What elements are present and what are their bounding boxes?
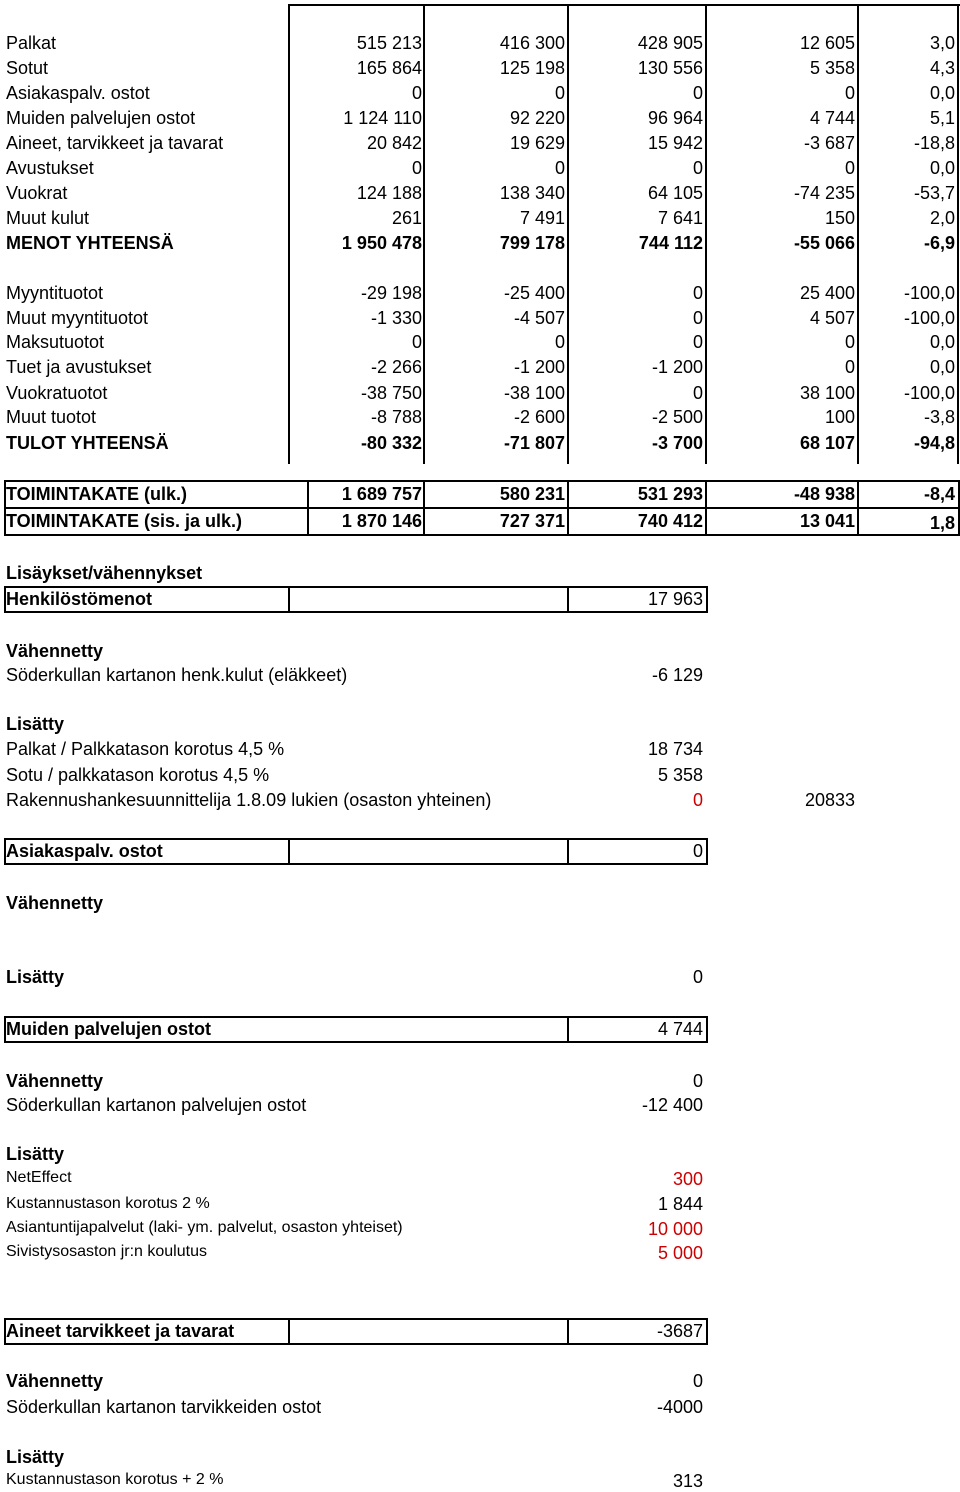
- asiakas-vahennetty: Vähennetty: [6, 893, 104, 913]
- cell: 25 400: [799, 283, 855, 303]
- aineet-l-item-label: Kustannustason korotus + 2 %: [6, 1471, 224, 1488]
- row-label: Vuokratuotot: [6, 383, 108, 403]
- cell: 0: [411, 332, 422, 352]
- henk-total: 17 963: [647, 589, 703, 609]
- muiden-l-item-value: 10 000: [647, 1219, 703, 1239]
- cell: -100,0: [903, 308, 955, 328]
- cell: -3 687: [803, 133, 855, 153]
- cell: 0,0: [929, 332, 955, 352]
- cell: 150: [824, 208, 855, 228]
- henk-vahennetty: Vähennetty: [6, 641, 104, 661]
- cell: 0: [554, 332, 565, 352]
- cell: 0: [844, 357, 855, 377]
- aineet-vahennetty-value: 0: [692, 1371, 703, 1391]
- cell-total: -8,4: [923, 484, 955, 504]
- cell: 515 213: [356, 33, 422, 53]
- row-label: Asiakaspalv. ostot: [6, 83, 150, 103]
- cell: 5,1: [929, 108, 955, 128]
- row-label: Muiden palvelujen ostot: [6, 108, 196, 128]
- cell: 64 105: [647, 183, 703, 203]
- cell: 12 605: [799, 33, 855, 53]
- row-label: Muut myyntituotot: [6, 308, 149, 328]
- cell: -74 235: [793, 183, 855, 203]
- aineet-col-1: [288, 1318, 290, 1345]
- cell: -100,0: [903, 383, 955, 403]
- cell: 0,0: [929, 83, 955, 103]
- cell: 165 864: [356, 58, 422, 78]
- cell: -38 750: [360, 383, 422, 403]
- cell: 0,0: [929, 357, 955, 377]
- row-label: Vuokrat: [6, 183, 68, 203]
- muiden-vahennetty-value: 0: [692, 1071, 703, 1091]
- muiden-v-item-value: -12 400: [641, 1095, 703, 1115]
- henk-col-1: [288, 586, 290, 613]
- asiakas-lisatty: Lisätty: [6, 967, 65, 987]
- cell: 0: [411, 83, 422, 103]
- cell: 261: [391, 208, 422, 228]
- cell: 19 629: [509, 133, 565, 153]
- cell: 416 300: [499, 33, 565, 53]
- muiden-vahennetty: Vähennetty: [6, 1071, 104, 1091]
- muiden-lisatty: Lisätty: [6, 1144, 65, 1164]
- henk-l-item-label: Rakennushankesuunnittelija 1.8.09 lukien (osaston yhteinen): [6, 790, 492, 810]
- cell: 2,0: [929, 208, 955, 228]
- aineet-v-item-label: Söderkullan kartanon tarvikkeiden ostot: [6, 1397, 322, 1417]
- table-top-border: [288, 4, 960, 6]
- cell: 124 188: [356, 183, 422, 203]
- cell: -1 200: [513, 357, 565, 377]
- row-label: Aineet, tarvikkeet ja tavarat: [6, 133, 224, 153]
- cell: 0: [692, 283, 703, 303]
- cell: 15 942: [647, 133, 703, 153]
- col-divider-5: [857, 4, 859, 464]
- cell: -2 500: [651, 407, 703, 427]
- cell: -4 507: [513, 308, 565, 328]
- cell-total: 1 870 146: [341, 511, 422, 531]
- muiden-l-item-label: NetEffect: [6, 1169, 72, 1186]
- cell: -29 198: [360, 283, 422, 303]
- col-divider-4: [705, 4, 707, 464]
- cell: 0: [692, 83, 703, 103]
- aineet-lisatty: Lisätty: [6, 1447, 65, 1467]
- muiden-title: Muiden palvelujen ostot: [6, 1019, 212, 1039]
- cell: 0: [844, 332, 855, 352]
- cell: 0: [692, 158, 703, 178]
- cell: -2 600: [513, 407, 565, 427]
- cell-total: 744 112: [638, 233, 703, 253]
- cell-total: 580 231: [499, 484, 565, 504]
- henk-v-item-value: -6 129: [651, 665, 703, 685]
- cell: 125 198: [499, 58, 565, 78]
- cell: -18,8: [913, 133, 955, 153]
- cell: 138 340: [499, 183, 565, 203]
- cell-total: 740 412: [637, 511, 703, 531]
- henk-col-2: [567, 586, 569, 613]
- tk-col-3: [567, 480, 569, 536]
- cell: 3,0: [929, 33, 955, 53]
- cell: 4,3: [929, 58, 955, 78]
- henk-l-item-value: 18 734: [647, 739, 703, 759]
- cell: 96 964: [647, 108, 703, 128]
- cell-total: -48 938: [793, 484, 855, 504]
- cell: -1 330: [370, 308, 422, 328]
- row-label-total: MENOT YHTEENSÄ: [6, 233, 174, 253]
- cell: -8 788: [370, 407, 422, 427]
- cell-total: 727 371: [499, 511, 565, 531]
- toimintakate-ulk-label: TOIMINTAKATE (ulk.): [6, 484, 187, 504]
- toimintakate-sis-label: TOIMINTAKATE (sis. ja ulk.): [6, 511, 243, 531]
- cell: 100: [824, 407, 855, 427]
- henk-title: Henkilöstömenot: [6, 589, 153, 609]
- col-divider-3: [567, 4, 569, 464]
- cell: -1 200: [651, 357, 703, 377]
- cell-total: 531 293: [637, 484, 703, 504]
- cell: 0,0: [929, 158, 955, 178]
- cell-total: -80 332: [360, 433, 422, 453]
- muiden-l-item-value: 300: [672, 1169, 703, 1189]
- muiden-col-1: [567, 1016, 569, 1043]
- henk-l-item-value: 0: [692, 790, 703, 810]
- row-label: Muut tuotot: [6, 407, 97, 427]
- cell: 7 641: [657, 208, 703, 228]
- muiden-v-item-label: Söderkullan kartanon palvelujen ostot: [6, 1095, 307, 1115]
- cell-total: -94,8: [913, 433, 955, 453]
- cell: -53,7: [913, 183, 955, 203]
- col-divider-1: [288, 4, 290, 464]
- cell: 5 358: [809, 58, 855, 78]
- cell-total: -6,9: [923, 233, 955, 253]
- row-label: Avustukset: [6, 158, 94, 178]
- asiakas-title: Asiakaspalv. ostot: [6, 841, 163, 861]
- cell-total: 68 107: [799, 433, 855, 453]
- cell-total: -3 700: [651, 433, 703, 453]
- cell-total: 1,8: [929, 513, 955, 533]
- asiakas-lisatty-value: 0: [692, 967, 703, 987]
- row-label: Sotut: [6, 58, 49, 78]
- muiden-l-item-label: Sivistysosaston jr:n koulutus: [6, 1243, 207, 1260]
- asiakas-col-2: [567, 838, 569, 865]
- cell: 92 220: [509, 108, 565, 128]
- cell: -3,8: [923, 407, 955, 427]
- aineet-total: -3687: [656, 1321, 703, 1341]
- section-heading: Lisäykset/vähennykset: [6, 563, 203, 583]
- cell-total: 1 689 757: [341, 484, 422, 504]
- cell: 20 842: [366, 133, 422, 153]
- cell: 0: [692, 383, 703, 403]
- cell: 4 507: [809, 308, 855, 328]
- cell: 0: [692, 308, 703, 328]
- cell: -2 266: [370, 357, 422, 377]
- henk-lisatty: Lisätty: [6, 714, 65, 734]
- cell: 1 124 110: [343, 108, 422, 128]
- muiden-l-item-label: Kustannustason korotus 2 %: [6, 1195, 210, 1212]
- henk-l-item-label: Sotu / palkkatason korotus 4,5 %: [6, 765, 270, 785]
- aineet-col-2: [567, 1318, 569, 1345]
- tk-col-5: [857, 480, 859, 536]
- aineet-title: Aineet tarvikkeet ja tavarat: [6, 1321, 235, 1341]
- muiden-total: 4 744: [657, 1019, 703, 1039]
- col-divider-6: [957, 4, 959, 464]
- cell: 428 905: [637, 33, 703, 53]
- cell: 130 556: [637, 58, 703, 78]
- cell: -38 100: [503, 383, 565, 403]
- toimintakate-divider: [4, 507, 960, 509]
- henk-l-item-extra: 20833: [804, 790, 855, 810]
- tk-col-1: [307, 480, 309, 536]
- henk-l-item-label: Palkat / Palkkatason korotus 4,5 %: [6, 739, 285, 759]
- cell: 0: [692, 332, 703, 352]
- cell-total: -71 807: [503, 433, 565, 453]
- henk-l-item-value: 5 358: [657, 765, 703, 785]
- cell: 0: [411, 158, 422, 178]
- tk-col-2: [423, 480, 425, 536]
- cell: 0: [554, 158, 565, 178]
- cell-total: -55 066: [793, 233, 855, 253]
- cell-total: 13 041: [799, 511, 855, 531]
- cell: -100,0: [903, 283, 955, 303]
- aineet-vahennetty: Vähennetty: [6, 1371, 104, 1391]
- muiden-l-item-value: 1 844: [657, 1194, 703, 1214]
- cell: 0: [844, 158, 855, 178]
- aineet-l-item-value: 313: [672, 1471, 703, 1491]
- row-label: Palkat: [6, 33, 57, 53]
- row-label-total: TULOT YHTEENSÄ: [6, 433, 169, 453]
- henk-v-item-label: Söderkullan kartanon henk.kulut (eläkkeet): [6, 665, 348, 685]
- cell: -25 400: [503, 283, 565, 303]
- row-label: Muut kulut: [6, 208, 90, 228]
- aineet-v-item-value: -4000: [656, 1397, 703, 1417]
- cell-total: 799 178: [499, 233, 565, 253]
- row-label: Maksutuotot: [6, 332, 105, 352]
- row-label: Tuet ja avustukset: [6, 357, 152, 377]
- muiden-l-item-value: 5 000: [657, 1243, 703, 1263]
- tk-col-4: [705, 480, 707, 536]
- cell: 7 491: [519, 208, 565, 228]
- muiden-l-item-label: Asiantuntijapalvelut (laki- ym. palvelut, osaston yhteiset): [6, 1219, 403, 1236]
- cell: 0: [554, 83, 565, 103]
- asiakas-total: 0: [692, 841, 703, 861]
- col-divider-2: [423, 4, 425, 464]
- asiakas-col-1: [288, 838, 290, 865]
- cell-total: 1 950 478: [341, 233, 422, 253]
- row-label: Myyntituotot: [6, 283, 104, 303]
- cell: 0: [844, 83, 855, 103]
- cell: 38 100: [799, 383, 855, 403]
- cell: 4 744: [809, 108, 855, 128]
